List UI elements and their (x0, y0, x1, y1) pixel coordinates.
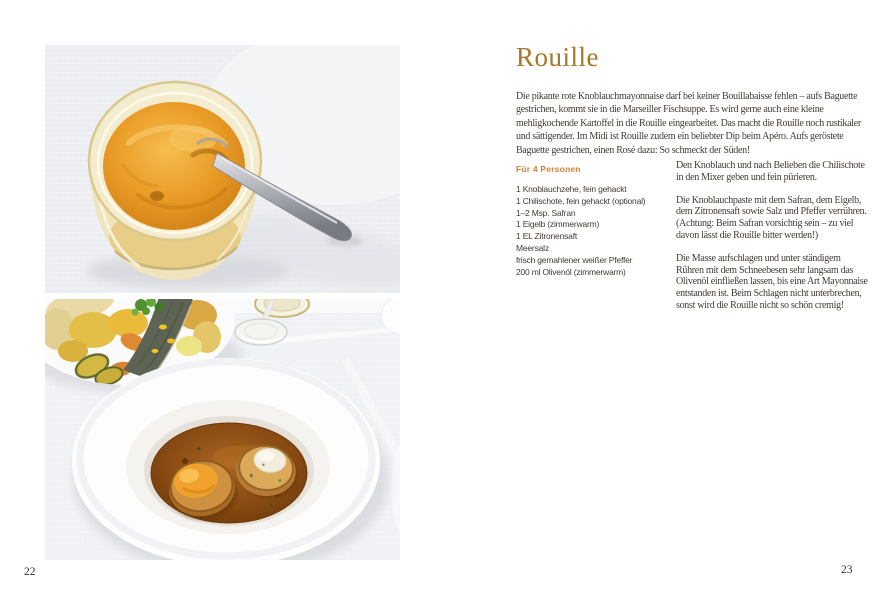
ingredient-item: frisch gemahlener weißer Pfeffer (516, 254, 633, 265)
rouille-glass-illustration (45, 45, 400, 293)
ingredient-item: 1–2 Msp. Safran (516, 207, 576, 218)
instruction-step: Die Masse aufschlagen und unter ständigem Rühren mit dem Schneebesen sehr langsam das Olivenöl einfließen lassen, bis eine Art Mayonnaise entstanden ist. Beim Schlagen nicht unterbrechen, sonst wird die Rouille nicht so schön cremig! (676, 252, 868, 311)
page-number-right: 23 (841, 564, 853, 576)
servings-label: Für 4 Personen (516, 164, 581, 174)
fish-soup-illustration (45, 299, 400, 560)
instruction-step: Die Knoblauchpaste mit dem Safran, dem Eigelb, dem Zitronensaft sowie Salz und Pfeffer verrühren. (Achtung: Beim Safran vorsichtig sein – zu viel davon lässt die Rouille bitter werden!) (676, 194, 867, 241)
instructions-column (676, 160, 869, 323)
instruction-step: Den Knoblauch und nach Belieben die Chilischote in den Mixer geben und fein pürieren. (676, 160, 865, 183)
ingredient-item: Meersalz (516, 242, 549, 253)
recipe-intro: Die pikante rote Knoblauchmayonnaise darf bei keiner Bouillabaisse fehlen – aufs Baguette gestrichen, kommt sie in die Marseiller Fischsuppe. Es wird gerne auch eine kleine mehligkochende Kartoffel in die Rouille eingearbeitet. Das macht die Rouille noch rustikaler und sättigender. Im Midi ist Rouille zudem ein beliebter Dip beim Apéro. Aufs geröstete Baguette gestrichen, einen Rosé dazu: So schmeckt der Süden! (516, 91, 861, 156)
ingredients-list (516, 184, 676, 278)
photo-fish-soup (45, 299, 400, 560)
photo-rouille-glass (45, 45, 400, 293)
recipe-title: Rouille (516, 42, 599, 72)
ingredient-item: 1 EL Zitronensaft (516, 231, 578, 242)
ingredient-item: 1 Eigelb (zimmerwarm) (516, 219, 600, 230)
page-number-left: 22 (24, 566, 36, 578)
ingredients-column (516, 164, 676, 278)
ingredient-item: 1 Chilischote, fein gehackt (optional) (516, 195, 646, 206)
ingredient-item: 1 Knoblauchzehe, fein gehackt (516, 184, 627, 194)
ingredient-item: 200 ml Olivenöl (zimmerwarm) (516, 266, 626, 277)
